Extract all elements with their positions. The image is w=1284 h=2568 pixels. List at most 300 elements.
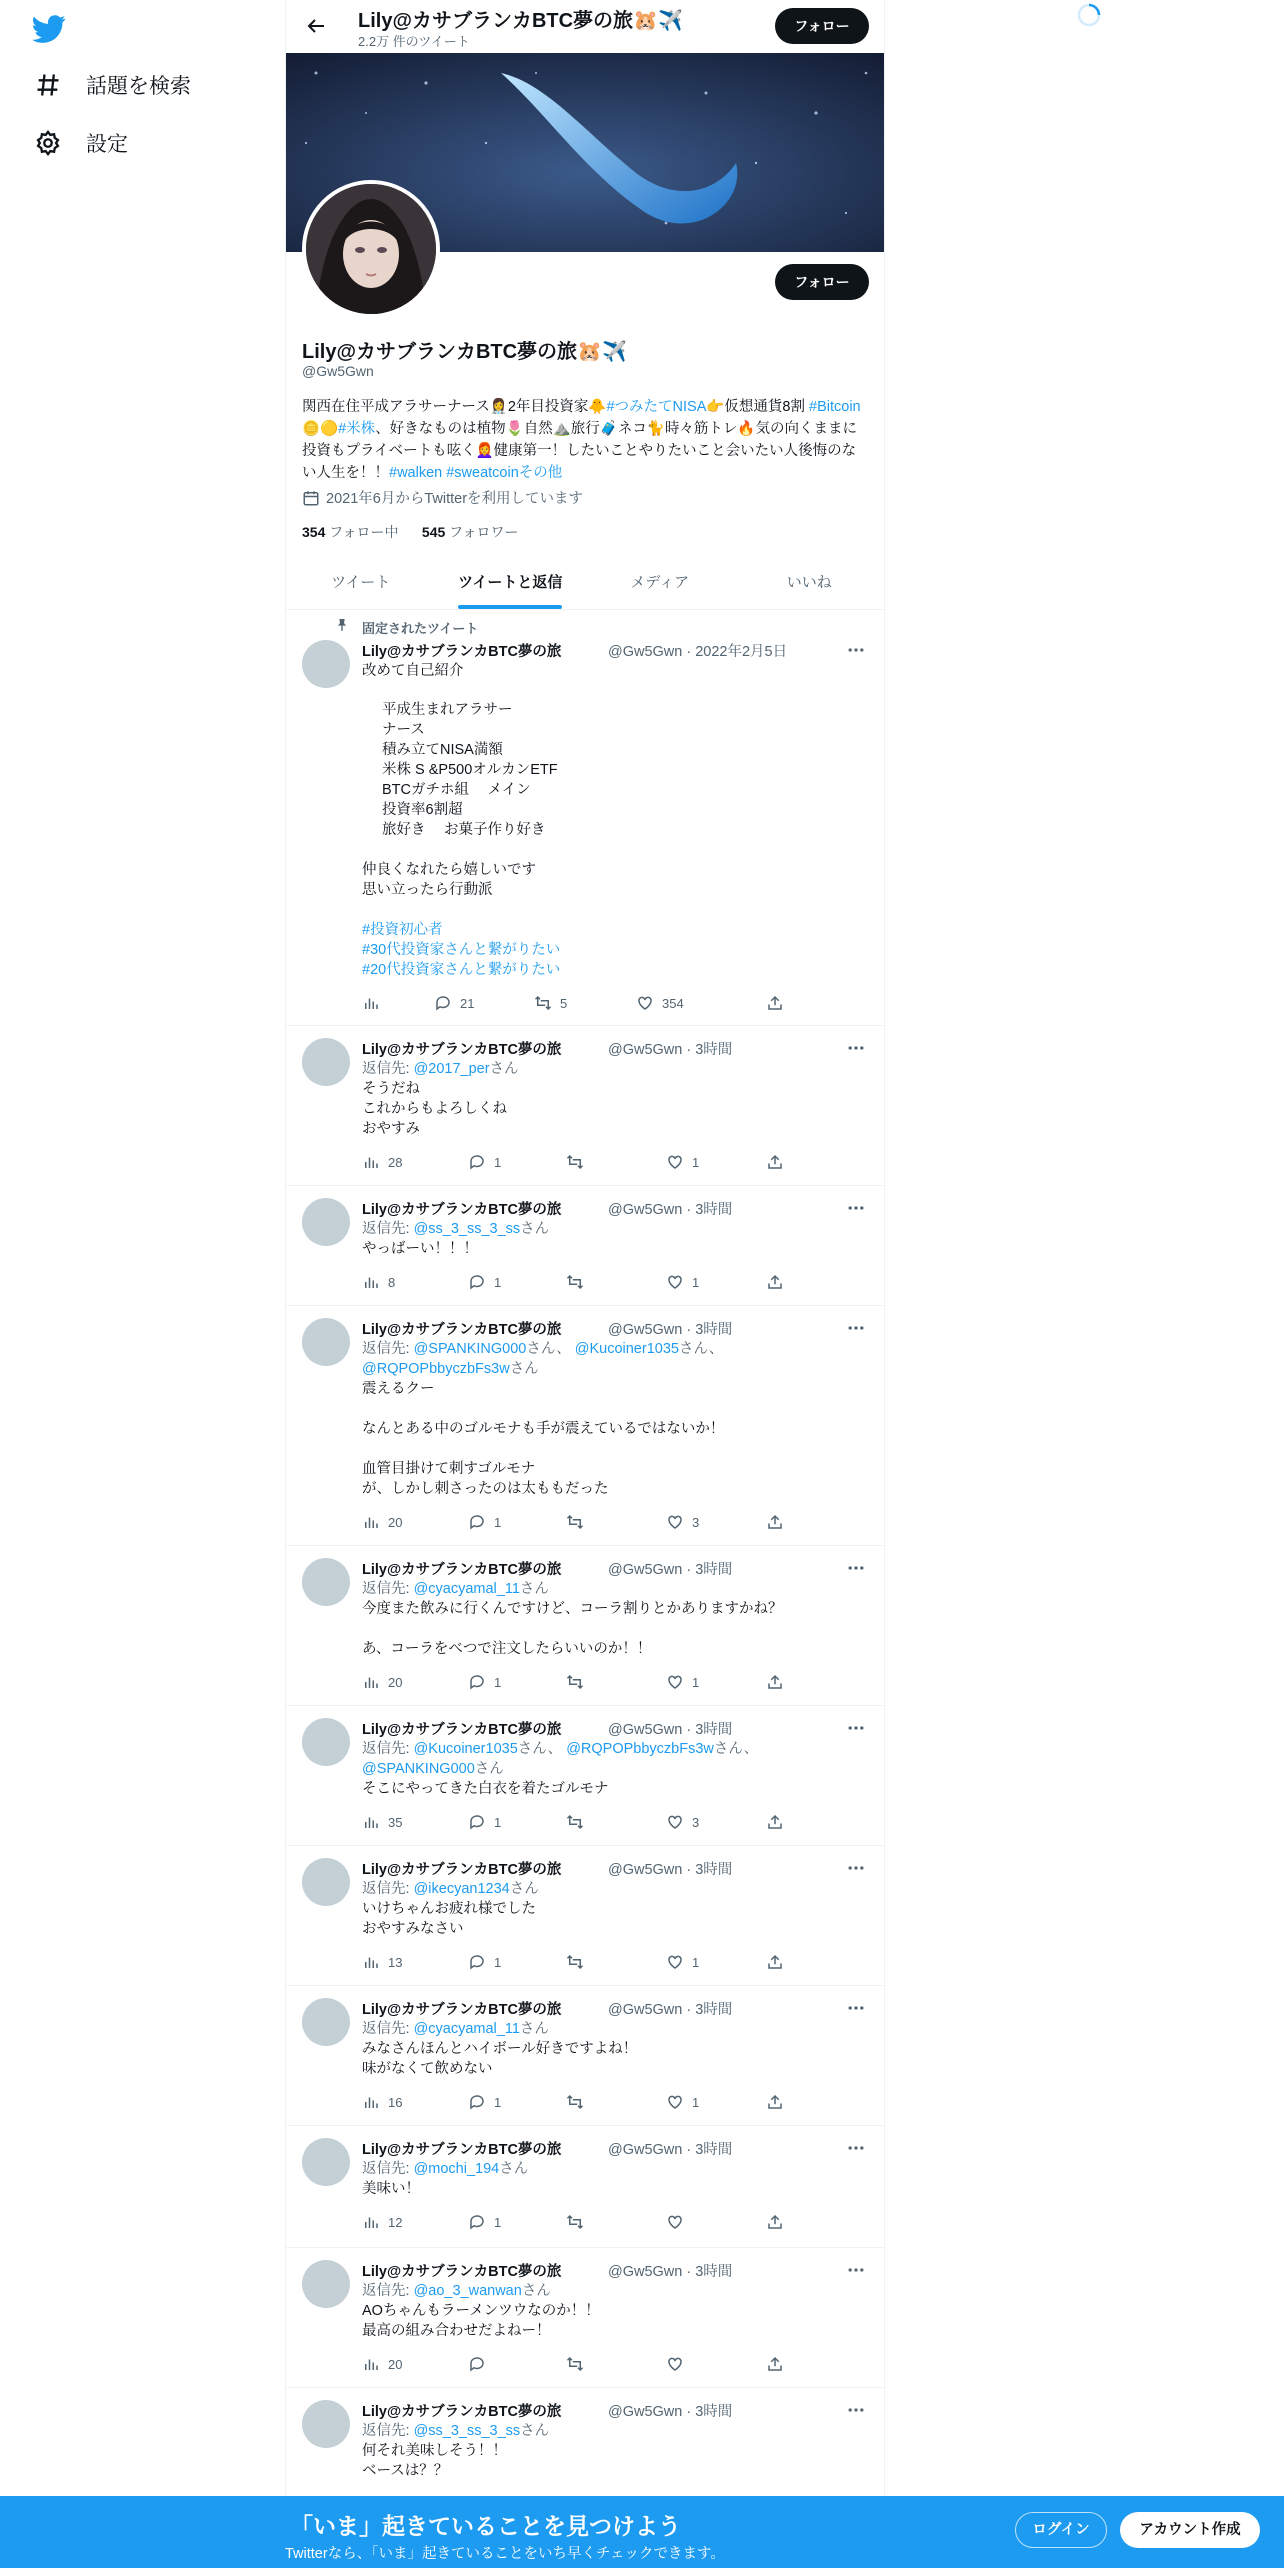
reply-suffix: さん: [474, 1761, 504, 1777]
like-count: 1: [692, 1954, 700, 1970]
like-button[interactable]: [666, 1953, 699, 1971]
reply-context: [362, 2019, 872, 2039]
reply-prefix: 返信先:: [362, 1741, 414, 1757]
reply-to-link[interactable]: @2017_per: [413, 1061, 490, 1077]
share-icon: [766, 1813, 784, 1831]
bio-text: 🪙🟡: [302, 421, 339, 437]
views-count: 20: [388, 1514, 403, 1530]
retweet-icon: [566, 1273, 584, 1291]
avatar[interactable]: [302, 1318, 350, 1366]
views-count: 13: [388, 1954, 403, 1970]
views-icon: [362, 2093, 380, 2111]
loading-spinner-icon: [1077, 3, 1101, 27]
bio-text: 👉仮想通貨8割: [706, 399, 805, 415]
more-options-icon[interactable]: [846, 1718, 866, 1738]
like-button[interactable]: [666, 1153, 699, 1171]
reply-suffix: さん: [489, 1061, 519, 1077]
profile-column: [285, 0, 885, 2568]
reply-prefix: 返信先:: [362, 1581, 414, 1597]
reply-count: 1: [494, 1814, 502, 1830]
bio-hashtag-link[interactable]: #sweatcoin: [446, 465, 519, 481]
reply-count: 1: [494, 1674, 502, 1690]
tweet-text: そうだね これからもよろしくね おやすみ: [362, 1081, 507, 1137]
tweet-author-name[interactable]: Lily@カサブランカBTC夢の旅: [362, 1722, 562, 1738]
reply-to-link[interactable]: @cyacyamal_11: [413, 2021, 520, 2037]
reply-button[interactable]: [468, 2093, 501, 2111]
reply-prefix: 返信先:: [362, 2423, 414, 2439]
views-icon: [362, 1953, 380, 1971]
share-button[interactable]: [766, 1513, 792, 1531]
following-label: フォロー中: [329, 524, 399, 540]
tweet-meta[interactable]: @Gw5Gwn · 3時間: [608, 1322, 733, 1338]
reply-icon: [468, 1513, 486, 1531]
views-icon: [362, 1513, 380, 1531]
tweet[interactable]: [286, 1846, 884, 1986]
like-button[interactable]: [666, 1813, 699, 1831]
reply-icon: [434, 994, 452, 1012]
reply-count: 21: [460, 995, 475, 1011]
tweet-count: 2.2万 件のツイート: [358, 34, 470, 49]
like-count: 3: [692, 1514, 700, 1530]
views-button[interactable]: [362, 994, 388, 1012]
bio-text: 、好きなものは植物🌷自然⛰️旅行🧳ネコ🐈時々筋トレ🔥気の向くままに投資もプライベートも呟く👩‍🦰健康第一！したいことやりたいこと会いたい人後悔のない人生を！！: [302, 421, 857, 481]
tweet-author-name[interactable]: Lily@カサブランカBTC夢の旅: [362, 1862, 562, 1878]
views-button[interactable]: [362, 2093, 402, 2111]
reply-count: 1: [494, 1954, 502, 1970]
bio-hashtag-link[interactable]: #walken: [389, 465, 443, 481]
views-count: 28: [388, 1154, 403, 1170]
followers-link[interactable]: [422, 524, 519, 540]
like-button[interactable]: [666, 2355, 692, 2373]
reply-prefix: 返信先:: [362, 1221, 414, 1237]
tweet-text: AOちゃんもラーメンツウなのか！！ 最高の組み合わせだよねー！: [362, 2303, 600, 2339]
tweet[interactable]: [286, 2248, 884, 2388]
share-button[interactable]: [766, 2213, 792, 2231]
tweet[interactable]: [286, 1026, 884, 1186]
heart-icon: [666, 1153, 684, 1171]
like-count: 1: [692, 1674, 700, 1690]
tweet-actions: [362, 1953, 792, 1973]
joined-label: 2021年6月からTwitterを利用しています: [326, 491, 584, 507]
tweet-meta[interactable]: @Gw5Gwn · 3時間: [608, 1562, 733, 1578]
tweet[interactable]: [286, 1986, 884, 2126]
tweet-actions: [362, 1513, 792, 1533]
retweet-button[interactable]: [566, 1153, 592, 1171]
tweet-actions: [362, 994, 792, 1014]
tweet-author-name[interactable]: Lily@カサブランカBTC夢の旅: [362, 1322, 562, 1338]
joined-date: [302, 487, 583, 508]
more-options-icon[interactable]: [846, 2138, 866, 2158]
more-options-icon[interactable]: [846, 1998, 866, 2018]
profile-avatar[interactable]: [302, 180, 440, 318]
bio-more-link[interactable]: その他: [518, 465, 563, 481]
views-button[interactable]: [362, 1953, 402, 1971]
retweet-icon: [566, 2093, 584, 2111]
heart-icon: [666, 2093, 684, 2111]
tweet-author-name[interactable]: Lily@カサブランカBTC夢の旅: [362, 2142, 562, 2158]
page-title: Lily@カサブランカBTC夢の旅🐹✈️: [358, 10, 683, 32]
more-options-icon[interactable]: [846, 1198, 866, 1218]
tweet-text: みなさんほんとハイボール好きですよね！ 味がなくて飲めない: [362, 2041, 638, 2077]
tweet-actions: [362, 2213, 792, 2233]
follow-button[interactable]: フォロー: [775, 264, 869, 300]
tweet-meta[interactable]: @Gw5Gwn · 3時間: [608, 1862, 733, 1878]
tweet-author-name[interactable]: Lily@カサブランカBTC夢の旅: [362, 2404, 562, 2420]
views-count: 16: [388, 2094, 403, 2110]
sidebar-item-explore[interactable]: [34, 70, 191, 100]
tweet-actions: [362, 1273, 792, 1293]
reply-context: [362, 1739, 872, 1779]
heart-icon: [666, 2355, 684, 2373]
like-button[interactable]: [666, 2093, 699, 2111]
back-arrow-icon[interactable]: [304, 14, 328, 38]
reply-button[interactable]: [468, 1273, 501, 1291]
tweet-text: 何それ美味しそう！！ ベースは？？: [362, 2443, 507, 2479]
followers-count: 545: [421, 524, 446, 540]
tweet-meta[interactable]: @Gw5Gwn · 3時間: [608, 1042, 733, 1058]
tweet-pinned[interactable]: [286, 610, 884, 1026]
share-icon: [766, 2355, 784, 2373]
tweet[interactable]: [286, 1706, 884, 1846]
views-icon: [362, 1273, 380, 1291]
tweet-text-list: 平成生まれアラサー ナース 積み立てNISA満額 米株 S &P500オルカンETF BTCガチホ組 メイン 投資率6割超 旅好き お菓子作り好き: [382, 702, 558, 838]
reply-count: 1: [494, 2214, 502, 2230]
reply-suffix: さん: [519, 1581, 549, 1597]
heart-icon: [666, 1273, 684, 1291]
reply-context: [362, 1219, 872, 1239]
reply-count: 1: [494, 1514, 502, 1530]
reply-button[interactable]: [468, 1153, 501, 1171]
avatar[interactable]: [302, 1198, 350, 1246]
reply-context: [362, 1579, 872, 1599]
tweet-hashtag[interactable]: #投資初心者: [362, 922, 443, 938]
signup-banner: [0, 2496, 1284, 2568]
reply-button[interactable]: [468, 1813, 501, 1831]
share-icon: [766, 1953, 784, 1971]
reply-suffix: さん、: [517, 1741, 563, 1757]
like-button[interactable]: [666, 1273, 699, 1291]
like-count: 1: [692, 2094, 700, 2110]
retweet-button[interactable]: [566, 2093, 592, 2111]
reply-icon: [468, 1273, 486, 1291]
views-button[interactable]: [362, 1813, 402, 1831]
more-options-icon[interactable]: [846, 2260, 866, 2280]
calendar-icon: [302, 489, 320, 507]
profile-header-bar: [286, 0, 884, 53]
tweet-text: 震えるクー なんとある中のゴルモナも手が震えているではないか！ 血管目掛けて刺すゴルモナ が、しかし刺さったのは太ももだった: [362, 1381, 725, 1497]
reply-icon: [468, 1813, 486, 1831]
reply-suffix: さん、: [678, 1341, 724, 1357]
tweet-text: 仲良くなれたら嬉しいです 思い立ったら行動派: [362, 862, 536, 898]
views-icon: [362, 2213, 380, 2231]
views-icon: [362, 994, 380, 1012]
share-button[interactable]: [766, 1153, 792, 1171]
tweet-actions: [362, 1673, 792, 1693]
reply-to-link[interactable]: @mochi_194: [413, 2161, 500, 2177]
reply-button[interactable]: [468, 2355, 494, 2373]
reply-to-link[interactable]: @SPANKING000: [413, 1341, 527, 1357]
retweet-icon: [534, 994, 552, 1012]
twitter-bird-icon[interactable]: [32, 12, 66, 46]
reply-prefix: 返信先:: [362, 2161, 414, 2177]
follow-stats: [302, 522, 518, 542]
views-icon: [362, 1153, 380, 1171]
share-button[interactable]: [766, 2355, 792, 2373]
reply-button[interactable]: [468, 2213, 501, 2231]
tab-likes[interactable]: いいね: [786, 574, 832, 591]
reply-to-link[interactable]: @SPANKING000: [362, 1761, 475, 1777]
avatar[interactable]: [302, 1998, 350, 2046]
tweet-actions: [362, 2355, 792, 2375]
like-button[interactable]: [666, 1513, 699, 1531]
tab-tweets-and-replies[interactable]: ツイートと返信: [436, 556, 586, 609]
tweet[interactable]: [286, 1186, 884, 1306]
more-options-icon[interactable]: [846, 640, 866, 660]
heart-icon: [666, 2213, 684, 2231]
views-icon: [362, 2355, 380, 2373]
login-button[interactable]: ログイン: [1015, 2512, 1107, 2548]
reply-icon: [468, 2355, 486, 2373]
reply-to-link[interactable]: @ao_3_wanwan: [413, 2283, 522, 2299]
tweet-hashtag[interactable]: #30代投資家さんと繋がりたい: [362, 942, 561, 958]
tab-media[interactable]: メディア: [630, 574, 690, 591]
reply-button[interactable]: [434, 994, 474, 1012]
reply-to-link[interactable]: @ss_3_ss_3_ss: [413, 1221, 521, 1237]
reply-to-link[interactable]: @RQPOPbbyczbFs3w: [566, 1741, 714, 1757]
like-button[interactable]: [666, 2213, 692, 2231]
retweet-icon: [566, 1153, 584, 1171]
signup-banner-title: 「いま」起きていることを見つけよう: [290, 2513, 681, 2539]
avatar[interactable]: [302, 1718, 350, 1766]
reply-to-link[interactable]: @Kucoiner1035: [574, 1341, 679, 1357]
heart-icon: [636, 994, 654, 1012]
reply-prefix: 返信先:: [362, 1881, 414, 1897]
tweet-author-name[interactable]: Lily@カサブランカBTC夢の旅: [362, 644, 562, 660]
reply-count: 1: [494, 2094, 502, 2110]
retweet-icon: [566, 1813, 584, 1831]
reply-context: [362, 1059, 872, 1079]
tweet-author-name[interactable]: Lily@カサブランカBTC夢の旅: [362, 2264, 562, 2280]
share-button[interactable]: [766, 1673, 792, 1691]
profile-handle: @Gw5Gwn: [302, 363, 374, 379]
views-icon: [362, 1813, 380, 1831]
reply-to-link[interactable]: @Kucoiner1035: [413, 1741, 518, 1757]
reply-suffix: さん、: [526, 1341, 571, 1357]
reply-icon: [468, 2093, 486, 2111]
reply-context: [362, 1879, 872, 1899]
avatar[interactable]: [302, 1038, 350, 1086]
retweet-button[interactable]: [534, 994, 567, 1012]
avatar[interactable]: [302, 640, 350, 688]
tweet-actions: [362, 2093, 792, 2113]
share-icon: [766, 994, 784, 1012]
avatar[interactable]: [302, 1858, 350, 1906]
views-button[interactable]: [362, 2355, 402, 2373]
tweet-text: いけちゃんお疲れ様でした おやすみなさい: [362, 1901, 536, 1937]
sidebar-item-settings[interactable]: [34, 128, 128, 158]
retweet-icon: [566, 2355, 584, 2373]
share-icon: [766, 1513, 784, 1531]
tweet-actions: [362, 1813, 792, 1833]
tweet-meta[interactable]: @Gw5Gwn · 3時間: [608, 2002, 733, 2018]
reply-to-link[interactable]: @RQPOPbbyczbFs3w: [362, 1361, 510, 1377]
reply-prefix: 返信先:: [362, 1341, 414, 1357]
views-button[interactable]: [362, 1273, 395, 1291]
retweet-count: 5: [560, 995, 568, 1011]
tweet-meta[interactable]: @Gw5Gwn · 3時間: [608, 2142, 733, 2158]
tweet-meta[interactable]: @Gw5Gwn · 3時間: [608, 1722, 733, 1738]
reply-icon: [468, 2213, 486, 2231]
reply-suffix: さん: [509, 1361, 539, 1377]
tab-tweets[interactable]: ツイート: [331, 574, 391, 591]
following-link[interactable]: [302, 524, 399, 540]
tweet-text: 美味い！: [362, 2181, 420, 2197]
retweet-button[interactable]: [566, 2213, 592, 2231]
reply-icon: [468, 1953, 486, 1971]
views-button[interactable]: [362, 2213, 402, 2231]
more-options-icon[interactable]: [846, 1558, 866, 1578]
bio-hashtag-link[interactable]: #米株: [338, 421, 376, 437]
tweet-hashtag[interactable]: #20代投資家さんと繋がりたい: [362, 962, 561, 978]
profile-tabs: [286, 556, 884, 610]
tweet-meta[interactable]: @Gw5Gwn · 3時間: [608, 1202, 733, 1218]
share-icon: [766, 1273, 784, 1291]
heart-icon: [666, 1813, 684, 1831]
views-icon: [362, 1673, 380, 1691]
retweet-icon: [566, 1953, 584, 1971]
tweet-author-name[interactable]: Lily@カサブランカBTC夢の旅: [362, 1562, 562, 1578]
views-button[interactable]: [362, 1513, 402, 1531]
reply-prefix: 返信先:: [362, 1061, 414, 1077]
retweet-button[interactable]: [566, 1953, 592, 1971]
reply-to-link[interactable]: @cyacyamal_11: [413, 1581, 520, 1597]
retweet-button[interactable]: [566, 2355, 592, 2373]
reply-button[interactable]: [468, 1513, 501, 1531]
views-button[interactable]: [362, 1153, 402, 1171]
retweet-icon: [566, 1513, 584, 1531]
share-button[interactable]: [766, 1273, 792, 1291]
tweet-meta[interactable]: @Gw5Gwn · 3時間: [608, 2404, 733, 2420]
views-button[interactable]: [362, 1673, 402, 1691]
gear-icon: [34, 129, 62, 157]
retweet-button[interactable]: [566, 1813, 592, 1831]
retweet-button[interactable]: [566, 1273, 592, 1291]
tweet-meta[interactable]: @Gw5Gwn · 3時間: [608, 2264, 733, 2280]
profile-bio: [302, 396, 868, 484]
signup-button[interactable]: アカウント作成: [1120, 2512, 1260, 2548]
tweet[interactable]: [286, 1306, 884, 1546]
follow-button-header[interactable]: フォロー: [775, 8, 869, 44]
reply-count: 1: [494, 1274, 502, 1290]
share-button[interactable]: [766, 1813, 792, 1831]
tweet-text: やっばーい！！！: [362, 1241, 478, 1257]
more-options-icon[interactable]: [846, 1038, 866, 1058]
more-options-icon[interactable]: [846, 2400, 866, 2420]
avatar[interactable]: [302, 1558, 350, 1606]
reply-context: [362, 1339, 872, 1379]
tweet-text: そこにやってきた白衣を着たゴルモナ: [362, 1781, 609, 1797]
share-icon: [766, 2213, 784, 2231]
views-count: 20: [388, 2356, 403, 2372]
share-button[interactable]: [766, 2093, 792, 2111]
reply-suffix: さん: [520, 2423, 550, 2439]
tweet-text: 改めて自己紹介: [362, 663, 464, 679]
tweet[interactable]: [286, 1546, 884, 1706]
tweet-author-name[interactable]: Lily@カサブランカBTC夢の旅: [362, 2002, 562, 2018]
avatar[interactable]: [302, 2400, 350, 2448]
more-options-icon[interactable]: [846, 1858, 866, 1878]
more-options-icon[interactable]: [846, 1318, 866, 1338]
views-count: 35: [388, 1814, 403, 1830]
views-count: 8: [388, 1274, 396, 1290]
sidebar-item-label: 設定: [86, 133, 128, 156]
pinned-tweet-label: 固定されたツイート: [362, 621, 479, 636]
avatar[interactable]: [302, 2138, 350, 2186]
like-count: 1: [692, 1154, 700, 1170]
like-count: 1: [692, 1274, 700, 1290]
bio-hashtag-link[interactable]: #Bitcoin: [809, 399, 861, 415]
retweet-icon: [566, 1673, 584, 1691]
reply-suffix: さん: [509, 1881, 539, 1897]
share-icon: [766, 1153, 784, 1171]
reply-prefix: 返信先:: [362, 2283, 414, 2299]
share-button[interactable]: [766, 994, 792, 1012]
reply-context: [362, 2421, 872, 2441]
reply-icon: [468, 1673, 486, 1691]
tweet-author-name[interactable]: Lily@カサブランカBTC夢の旅: [362, 1042, 562, 1058]
tweet[interactable]: [286, 2126, 884, 2248]
share-icon: [766, 1673, 784, 1691]
retweet-button[interactable]: [566, 1673, 592, 1691]
reply-suffix: さん、: [713, 1741, 759, 1757]
like-count: 354: [662, 995, 684, 1011]
reply-context: [362, 2159, 872, 2179]
tweet-author-name[interactable]: Lily@カサブランカBTC夢の旅: [362, 1202, 562, 1218]
signup-banner-subtitle: Twitterなら、「いま」起きていることをいち早くチェックできます。: [285, 2546, 725, 2562]
retweet-button[interactable]: [566, 1513, 592, 1531]
share-button[interactable]: [766, 1953, 792, 1971]
like-count: 3: [692, 1814, 700, 1830]
heart-icon: [666, 1673, 684, 1691]
followers-label: フォロワー: [449, 524, 519, 540]
reply-context: [362, 2281, 872, 2301]
reply-suffix: さん: [521, 2283, 551, 2299]
reply-icon: [468, 1153, 486, 1171]
bio-hashtag-link[interactable]: #つみたてNISA: [606, 399, 707, 415]
tweet-actions: [362, 1153, 792, 1173]
reply-button[interactable]: [468, 1953, 501, 1971]
retweet-icon: [566, 2213, 584, 2231]
reply-to-link[interactable]: @ikecyan1234: [413, 1881, 510, 1897]
reply-prefix: 返信先:: [362, 2021, 414, 2037]
profile-name: Lily@カサブランカBTC夢の旅🐹✈️: [302, 341, 627, 363]
share-icon: [766, 2093, 784, 2111]
heart-icon: [666, 1953, 684, 1971]
reply-suffix: さん: [520, 1221, 550, 1237]
reply-button[interactable]: [468, 1673, 501, 1691]
following-count: 354: [302, 524, 326, 540]
avatar[interactable]: [302, 2260, 350, 2308]
tweet-meta[interactable]: @Gw5Gwn · 2022年2月5日: [608, 644, 788, 660]
like-button[interactable]: [666, 1673, 699, 1691]
reply-to-link[interactable]: @ss_3_ss_3_ss: [413, 2423, 521, 2439]
sidebar-item-label: 話題を検索: [86, 75, 191, 98]
views-count: 20: [388, 1674, 403, 1690]
bio-text: 関西在住平成アラサーナース👩‍⚕️2年目投資家🐥: [302, 399, 607, 415]
views-count: 12: [388, 2214, 403, 2230]
like-button[interactable]: [636, 994, 684, 1012]
hashtag-icon: [34, 71, 62, 99]
